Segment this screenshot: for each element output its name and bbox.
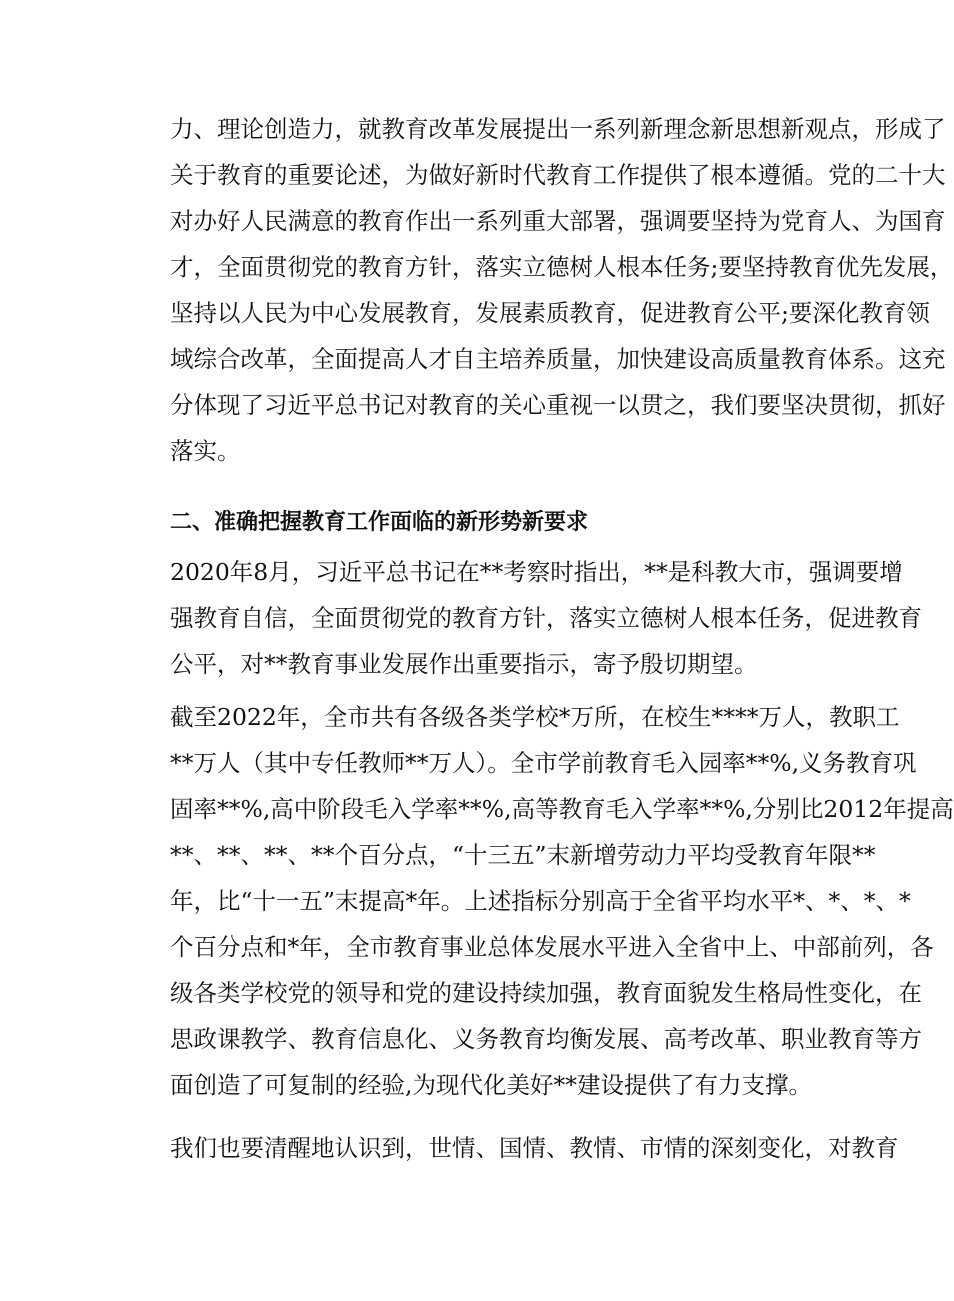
para1-line-4: 才，全面贯彻党的教育方针，落实立德树人根本任务;要坚持教育优先发展， (170, 253, 954, 281)
para3-line-8: 思政课教学、教育信息化、义务教育均衡发展、高考改革、职业教育等方 (170, 1025, 922, 1053)
para3-line-1: 截至2022年，全市共有各级各类学校*万所，在校生****万人，教职工 (170, 703, 900, 731)
para3-line-7: 级各类学校党的领导和党的建设持续加强，教育面貌发生格局性变化，在 (170, 979, 922, 1007)
para3-line-6: 个百分点和*年，全市教育事业总体发展水平进入全省中上、中部前列，各 (170, 933, 934, 961)
para1-line-8: 落实。 (170, 437, 241, 465)
para4-line-1: 我们也要清醒地认识到，世情、国情、教情、市情的深刻变化，对教育 (170, 1134, 899, 1162)
para1-line-1: 力、理论创造力，就教育改革发展提出一系列新理念新思想新观点，形成了 (170, 115, 946, 143)
para2-line-2: 强教育自信，全面贯彻党的教育方针，落实立德树人根本任务，促进教育 (170, 604, 922, 632)
para3-line-5: 年，比“十一五”末提高*年。上述指标分别高于全省平均水平*、*、*、* (170, 887, 911, 915)
para1-line-6: 域综合改革，全面提高人才自主培养质量，加快建设高质量教育体系。这充 (170, 345, 946, 373)
para3-line-3: 固率**%,高中阶段毛入学率**%,高等教育毛入学率**%,分别比2012年提高 (170, 795, 954, 823)
para3-line-2: **万人（其中专任教师**万人）。全市学前教育毛入园率**%,义务教育巩 (170, 749, 917, 777)
para3-line-9: 面创造了可复制的经验,为现代化美好**建设提供了有力支撑。 (170, 1071, 812, 1099)
para1-line-7: 分体现了习近平总书记对教育的关心重视一以贯之，我们要坚决贯彻，抓好 (170, 391, 946, 419)
para3-line-4: **、**、**、**个百分点，“十三五”末新增劳动力平均受教育年限** (170, 841, 876, 869)
para2-line-1: 2020年8月，习近平总书记在**考察时指出，**是科教大市，强调要增 (170, 558, 903, 586)
para1-line-3: 对办好人民满意的教育作出一系列重大部署，强调要坚持为党育人、为国育 (170, 207, 946, 235)
para2-line-3: 公平，对**教育事业发展作出重要指示，寄予殷切期望。 (170, 650, 758, 678)
para1-line-2: 关于教育的重要论述，为做好新时代教育工作提供了根本遵循。党的二十大 (170, 161, 946, 189)
para1-line-5: 坚持以人民为中心发展教育，发展素质教育，促进教育公平;要深化教育领 (170, 299, 930, 327)
section-heading: 二、准确把握教育工作面临的新形势新要求 (170, 510, 589, 535)
